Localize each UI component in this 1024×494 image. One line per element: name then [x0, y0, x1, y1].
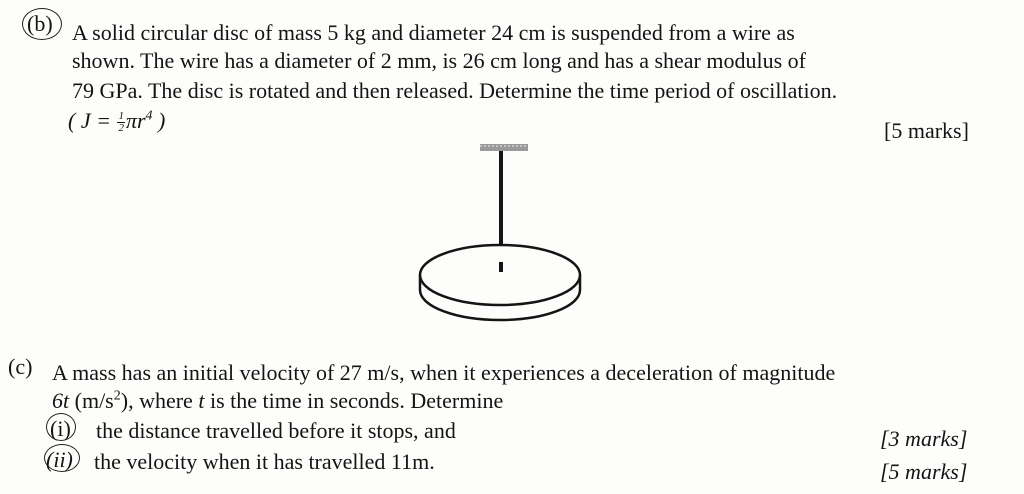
item-i-marks: [3 marks]: [880, 426, 968, 451]
item-i-text: the distance travelled before it stops, and: [96, 418, 456, 443]
formula-rest: πr: [125, 108, 146, 133]
ceiling-support: [480, 144, 528, 151]
part-b-line-3: 79 GPa. The disc is rotated and then released. Determine the time period of oscillation.: [72, 78, 838, 103]
part-c-line-2: 6t $(m/s^2)$, where t is the time in seconds. Determine: [52, 388, 504, 413]
formula-open: ( J =: [68, 108, 111, 133]
part-b-label: (b): [27, 11, 53, 36]
part-b-marks: [5 marks]: [884, 118, 969, 143]
disc-top: [420, 245, 580, 305]
part-c-label: (c): [8, 354, 33, 379]
item-ii-label: (ii): [46, 447, 73, 472]
part-c-line-1: A mass has an initial velocity of 27 m/s, when it experiences a deceleration of magnitude: [52, 360, 836, 385]
item-i-label: (i): [50, 416, 71, 441]
part-b-line-2: shown. The wire has a diameter of 2 mm, is 26 cm long and has a shear modulus of: [72, 48, 806, 73]
formula-exponent: 4: [145, 108, 153, 124]
item-ii-text: the velocity when it has travelled 11m.: [94, 449, 435, 474]
formula-fraction: $\frac{1}{2}$: [118, 110, 124, 135]
item-ii-marks: [5 marks]: [880, 459, 968, 484]
formula-close: ): [152, 108, 166, 133]
part-b-line-1: A solid circular disc of mass 5 kg and diameter 24 cm is suspended from a wire as: [72, 20, 795, 45]
